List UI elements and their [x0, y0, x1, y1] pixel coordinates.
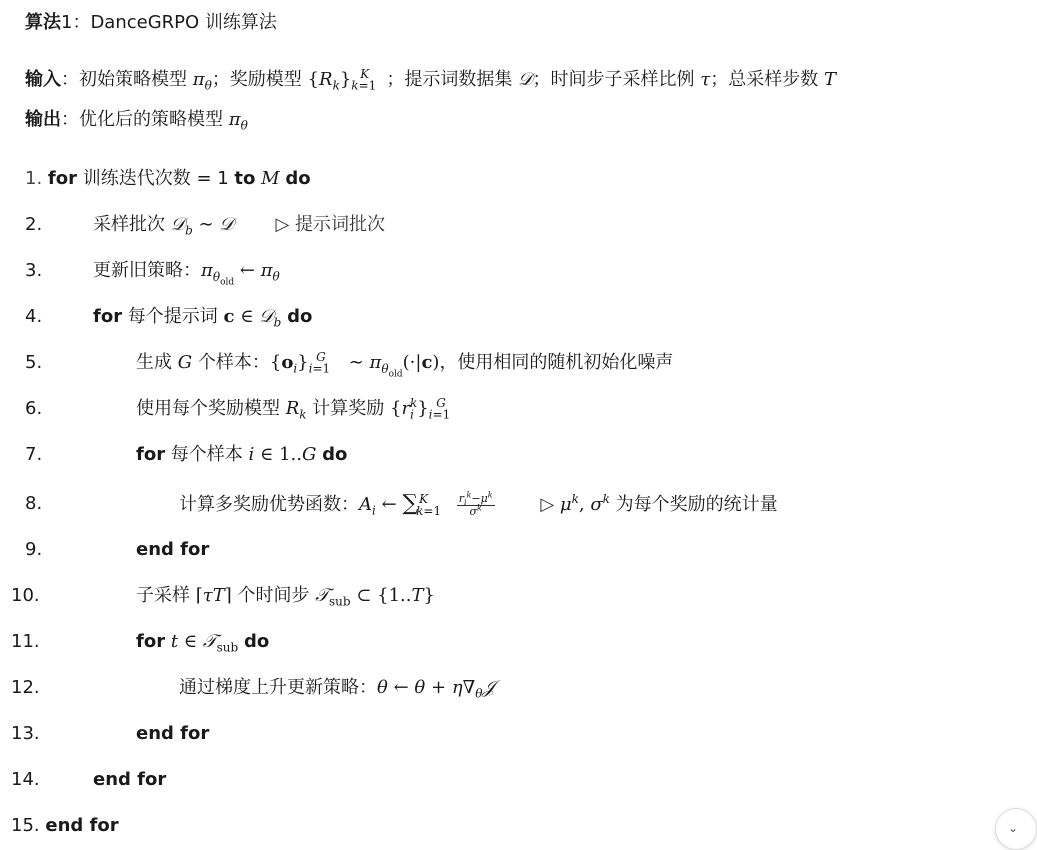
output-line: 输出：优化后的策略模型 $\pi_\theta$	[25, 109, 248, 133]
step-8: 8. 计算多奖励优势函数：$A_i$ ← $\sum_{k=1}^K$ $\frac{r_i^k-\mu^k}{\sigma^k}$ ▷ $\mu^k$, $\sigma^k$ 为每个奖励的统计量	[25, 489, 778, 518]
chevron-down-icon: ⌄	[1008, 821, 1019, 835]
step-5: 5. 生成 G 个样本：$\{o_i\}_{i=1}^G$ ∼ $\pi_{\theta_{old}}(\cdot|c)$，使用相同的随机初始化噪声	[25, 350, 674, 379]
input-label: 输入	[25, 69, 61, 90]
step-11: 11. for t ∈ 𝒯$_{sub}$ do	[11, 631, 270, 655]
step-10: 10. 子采样 ⌈τT⌉ 个时间步 𝒯$_{sub}$ ⊂ {1..T}	[11, 585, 435, 609]
step-3: 3. 更新旧策略：$\pi_{\theta_{old}}$ ← $\pi_\theta$	[25, 260, 280, 287]
step-7: 7. for 每个样本 i ∈ 1..G do	[25, 444, 348, 465]
input-line: 输入：初始策略模型 $\pi_\theta$；奖励模型 $\{R_k\}_{k=1}^K$ ；提示词数据集 𝒟；时间步子采样比例 τ；总采样步数 T	[25, 67, 836, 93]
output-label: 输出	[25, 109, 61, 130]
step-2: 2. 采样批次 𝒟$_b$ ∼ 𝒟 ▷ 提示词批次	[25, 214, 386, 238]
title-rest: 1：DanceGRPO 训练算法	[61, 12, 277, 33]
step-13: 13. end for	[11, 723, 210, 744]
step-14: 14. end for	[11, 769, 167, 790]
advantage-fraction: $\frac{r_i^k-\mu^k}{\sigma^k}$	[458, 489, 493, 518]
step-1: 1. for 训练迭代次数 = 1 to M do	[25, 168, 311, 189]
comment: ▷ 提示词批次	[275, 214, 386, 235]
step-15: 15. end for	[11, 815, 119, 836]
title-bold: 算法	[25, 12, 61, 33]
step-4: 4. for 每个提示词 c ∈ 𝒟$_b$ do	[25, 306, 313, 330]
step-6: 6. 使用每个奖励模型 $R_k$ 计算奖励 $\{r_i^k\}_{i=1}^G$	[25, 396, 451, 422]
step-12: 12. 通过梯度上升更新策略：θ ← $\theta + \eta\nabla_\theta 𝒥$	[11, 677, 495, 701]
algorithm-title	[25, 10, 277, 36]
scroll-down-button[interactable]	[995, 808, 1037, 850]
step-9: 9. end for	[25, 539, 210, 560]
